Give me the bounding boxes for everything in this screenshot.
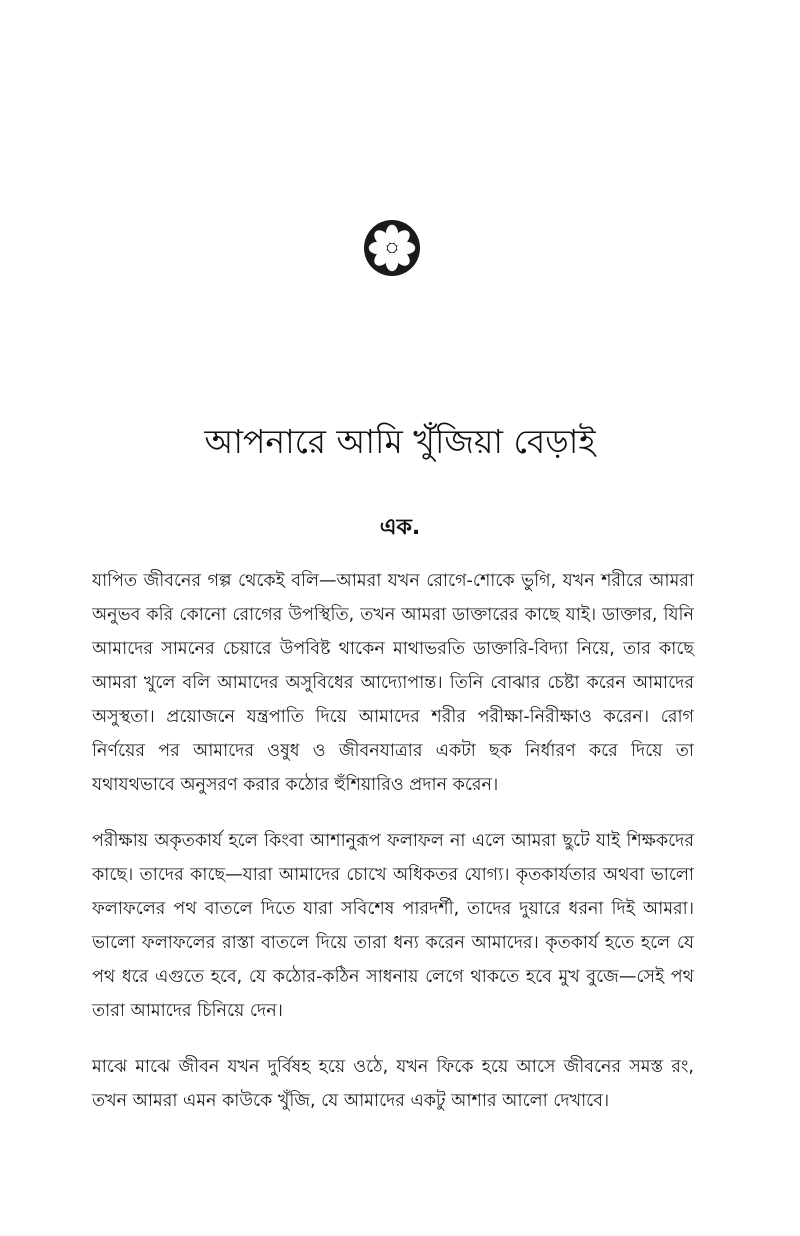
chapter-title: আপনারে আমি খুঁজিয়া বেড়াই [204,422,596,461]
paragraph: মাঝে মাঝে জীবন যখন দুর্বিষহ হয়ে ওঠে, যখন ফিকে হয়ে আসে জীবনের সমস্ত রং, তখন আমরা এমন কাউকে খুঁজি, যে আমাদের একটু আশার আলো দেখাবে। [92,1057,694,1111]
body-text [92,564,694,1140]
paragraph: পরীক্ষায় অকৃতকার্য হলে কিংবা আশানুরূপ ফলাফল না এলে আমরা ছুটে যাই শিক্ষকদের কাছে। তাদের কাছে—যারা আমাদের চোখে অধিকতর যোগ্য। কৃতকার্যতার অথবা ভালো ফলাফলের পথ বাতলে দিতে যারা সবিশেষ পারদর্শী, তাদের দুয়ারে ধরনা দিই আমরা। ভালো ফলাফলের রাস্তা বাতলে দিয়ে তারা ধন্য করেন আমাদের। কৃতকার্য হতে হলে যে পথ ধরে এগুতে হবে, যে কঠোর-কঠিন সাধনায় লেগে থাকতে হবে মুখ বুজে—সেই পথ তারা আমাদের চিনিয়ে দেন। [92,831,694,1021]
paragraph: যাপিত জীবনের গল্প থেকেই বলি—আমরা যখন রোগে-শোকে ভুগি, যখন শরীরে আমরা অনুভব করি কোনো রোগের উপস্থিতি, তখন আমরা ডাক্তারের কাছে যাই। ডাক্তার, যিনি আমাদের সামনের চেয়ারে উপবিষ্ট থাকেন মাথাভরতি ডাক্তারি-বিদ্যা নিয়ে, তার কাছে আমরা খুলে বলি আমাদের অসুবিধের আদ্যোপান্ত। তিনি বোঝার চেষ্টা করেন আমাদের অসুস্থতা। প্রয়োজনে যন্ত্রপাতি দিয়ে আমাদের শরীর পরীক্ষা-নিরীক্ষাও করেন। রোগ নির্ণয়ের পর আমাদের ওষুধ ও জীবনযাত্রার একটা ছক নির্ধারণ করে দিয়ে তা যথাযথভাবে অনুসরণ করার কঠোর হুঁশিয়ারিও প্রদান করেন। [92,571,694,795]
section-heading: এক. [379,515,421,540]
eight-petal-flower-icon [362,218,422,278]
